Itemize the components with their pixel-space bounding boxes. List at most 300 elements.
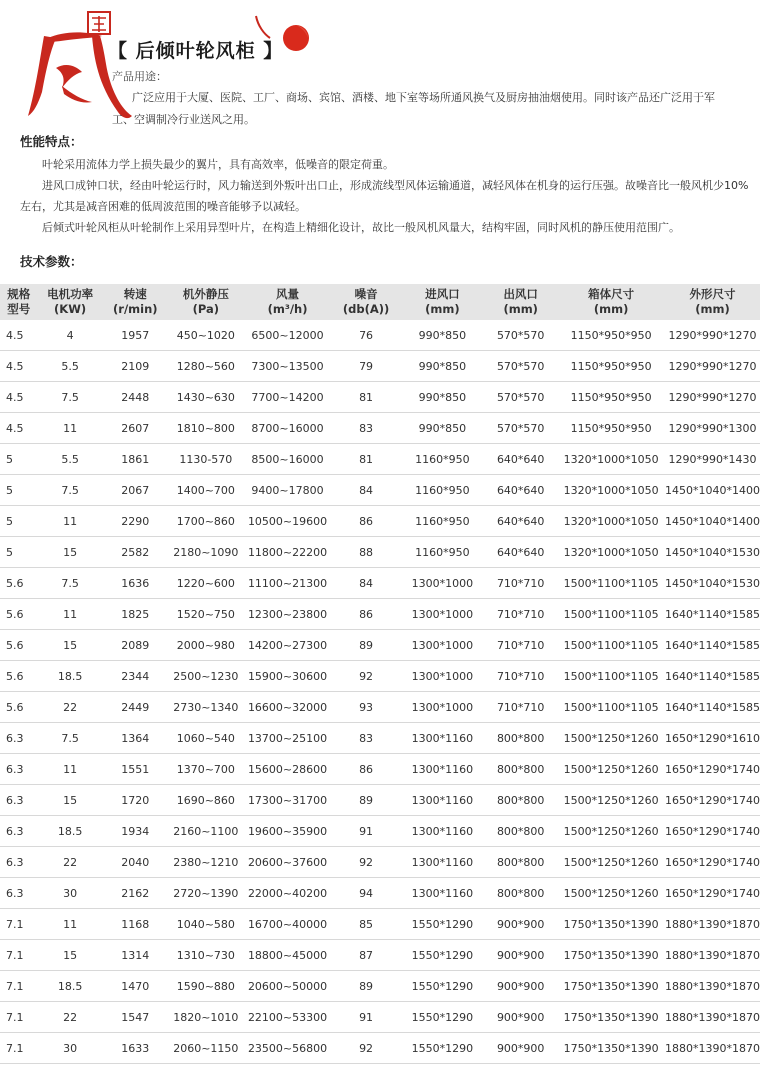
table-cell: 1500*1250*1260 — [557, 847, 665, 878]
table-cell: 1300*1000 — [401, 599, 484, 630]
table-cell: 1160*950 — [401, 537, 484, 568]
table-cell: 9400~17800 — [244, 475, 332, 506]
table-cell: 1934 — [103, 816, 168, 847]
table-row — [0, 568, 760, 599]
table-cell: 76 — [331, 320, 400, 351]
table-cell: 1290*990*1270 — [665, 320, 760, 351]
table-cell: 1130-570 — [168, 444, 244, 475]
table-cell: 15600~28600 — [244, 754, 332, 785]
table-row — [0, 1033, 760, 1064]
table-row — [0, 692, 760, 723]
column-header-line: 噪音 — [354, 287, 378, 301]
table-cell: 87 — [331, 940, 400, 971]
table-cell: 1300*1160 — [401, 878, 484, 909]
table-cell: 900*900 — [484, 940, 557, 971]
table-cell: 800*800 — [484, 785, 557, 816]
table-cell: 900*900 — [484, 1002, 557, 1033]
table-cell: 570*570 — [484, 413, 557, 444]
table-row — [0, 599, 760, 630]
table-cell: 1551 — [103, 754, 168, 785]
table-row — [0, 630, 760, 661]
table-row — [0, 506, 760, 537]
table-cell: 1370~700 — [168, 754, 244, 785]
table-cell: 30 — [38, 878, 103, 909]
table-cell: 1300*1160 — [401, 723, 484, 754]
table-cell: 15 — [38, 785, 103, 816]
table-cell: 16600~32000 — [244, 692, 332, 723]
table-cell: 1640*1140*1585 — [665, 661, 760, 692]
table-cell: 900*900 — [484, 971, 557, 1002]
table-cell: 1300*1160 — [401, 785, 484, 816]
table-cell: 2720~1390 — [168, 878, 244, 909]
table-row — [0, 847, 760, 878]
table-cell: 22 — [38, 1002, 103, 1033]
table-cell: 570*570 — [484, 351, 557, 382]
table-cell: 1650*1290*1740 — [665, 847, 760, 878]
column-header — [0, 284, 38, 320]
table-cell: 450~1020 — [168, 320, 244, 351]
table-cell: 1550*1290 — [401, 940, 484, 971]
column-header-line: 出风口 — [503, 287, 538, 301]
column-header-line: (mm) — [695, 302, 730, 316]
table-row — [0, 1002, 760, 1033]
table-cell: 2067 — [103, 475, 168, 506]
table-cell: 1168 — [103, 909, 168, 940]
table-cell: 4.5 — [0, 351, 38, 382]
table-cell: 1400~700 — [168, 475, 244, 506]
table-cell: 1300*1160 — [401, 816, 484, 847]
table-row — [0, 723, 760, 754]
table-cell: 30 — [38, 1033, 103, 1064]
table-cell: 6.3 — [0, 847, 38, 878]
table-cell: 92 — [331, 1033, 400, 1064]
table-cell: 1430~630 — [168, 382, 244, 413]
table-cell: 900*900 — [484, 1033, 557, 1064]
table-header-row — [0, 284, 760, 320]
table-cell: 16700~40000 — [244, 909, 332, 940]
column-header-line: 转速 — [123, 287, 147, 301]
table-cell: 22000~40200 — [244, 878, 332, 909]
table-cell: 710*710 — [484, 630, 557, 661]
table-cell: 15 — [38, 940, 103, 971]
table-cell: 2607 — [103, 413, 168, 444]
table-cell: 1450*1040*1400 — [665, 506, 760, 537]
table-cell: 20600~37600 — [244, 847, 332, 878]
table-cell: 1300*1000 — [401, 661, 484, 692]
table-cell: 1750*1350*1390 — [557, 1033, 665, 1064]
table-cell: 91 — [331, 1002, 400, 1033]
table-cell: 1314 — [103, 940, 168, 971]
table-cell: 85 — [331, 909, 400, 940]
table-cell: 990*850 — [401, 320, 484, 351]
table-cell: 7.5 — [38, 475, 103, 506]
table-cell: 1550*1290 — [401, 909, 484, 940]
usage-text: 广泛应用于大厦、医院、工厂、商场、宾馆、酒楼、地下室等场所通风换气及厨房抽油烟使用。同时该产品还广泛用于军工、空调制冷行业送风之用。 — [112, 91, 715, 126]
table-cell: 11100~21300 — [244, 568, 332, 599]
table-cell: 1160*950 — [401, 444, 484, 475]
table-cell: 83 — [331, 723, 400, 754]
table-cell: 1150*950*950 — [557, 320, 665, 351]
column-header-line: (mm) — [503, 302, 538, 316]
table-cell: 94 — [331, 878, 400, 909]
column-header-line: 进风口 — [425, 287, 460, 301]
table-cell: 640*640 — [484, 475, 557, 506]
table-cell: 1861 — [103, 444, 168, 475]
table-cell: 79 — [331, 351, 400, 382]
table-cell: 1160*950 — [401, 475, 484, 506]
table-cell: 11 — [38, 909, 103, 940]
table-cell: 1500*1100*1105 — [557, 630, 665, 661]
table-cell: 1500*1100*1105 — [557, 599, 665, 630]
table-cell: 1720 — [103, 785, 168, 816]
page-header — [0, 0, 760, 130]
table-cell: 1650*1290*1740 — [665, 754, 760, 785]
table-cell: 7.1 — [0, 1002, 38, 1033]
table-cell: 2000~980 — [168, 630, 244, 661]
table-cell: 22 — [38, 692, 103, 723]
table-cell: 1150*950*950 — [557, 413, 665, 444]
table-row — [0, 382, 760, 413]
table-cell: 1825 — [103, 599, 168, 630]
table-cell: 7.5 — [38, 382, 103, 413]
table-cell: 10500~19600 — [244, 506, 332, 537]
spec-table — [0, 284, 760, 1064]
table-cell: 1300*1160 — [401, 754, 484, 785]
table-cell: 5 — [0, 444, 38, 475]
table-cell: 1310~730 — [168, 940, 244, 971]
table-cell: 1500*1250*1260 — [557, 723, 665, 754]
table-cell: 89 — [331, 785, 400, 816]
page-title: 【 后倾叶轮风柜 】 — [108, 40, 284, 62]
table-cell: 1290*990*1430 — [665, 444, 760, 475]
table-cell: 5.6 — [0, 661, 38, 692]
table-cell: 89 — [331, 971, 400, 1002]
table-cell: 81 — [331, 382, 400, 413]
table-cell: 640*640 — [484, 537, 557, 568]
table-cell: 1060~540 — [168, 723, 244, 754]
table-cell: 1650*1290*1740 — [665, 816, 760, 847]
table-cell: 1880*1390*1870 — [665, 940, 760, 971]
table-cell: 1633 — [103, 1033, 168, 1064]
table-cell: 1547 — [103, 1002, 168, 1033]
table-cell: 1750*1350*1390 — [557, 1002, 665, 1033]
table-row — [0, 971, 760, 1002]
column-header-line: (db(A)) — [342, 302, 390, 316]
table-cell: 640*640 — [484, 506, 557, 537]
table-cell: 11 — [38, 599, 103, 630]
table-cell: 1500*1100*1105 — [557, 692, 665, 723]
table-cell: 23500~56800 — [244, 1033, 332, 1064]
table-cell: 1320*1000*1050 — [557, 506, 665, 537]
table-row — [0, 413, 760, 444]
table-cell: 18.5 — [38, 816, 103, 847]
table-cell: 6.3 — [0, 754, 38, 785]
table-cell: 1320*1000*1050 — [557, 475, 665, 506]
table-cell: 1636 — [103, 568, 168, 599]
table-cell: 8500~16000 — [244, 444, 332, 475]
table-cell: 1880*1390*1870 — [665, 1002, 760, 1033]
table-cell: 5 — [0, 537, 38, 568]
table-cell: 1290*990*1270 — [665, 351, 760, 382]
table-cell: 2500~1230 — [168, 661, 244, 692]
table-cell: 5.6 — [0, 630, 38, 661]
table-cell: 86 — [331, 599, 400, 630]
table-cell: 86 — [331, 506, 400, 537]
table-row — [0, 940, 760, 971]
table-cell: 4.5 — [0, 320, 38, 351]
table-cell: 5.5 — [38, 444, 103, 475]
table-cell: 4.5 — [0, 382, 38, 413]
table-cell: 710*710 — [484, 599, 557, 630]
table-cell: 1220~600 — [168, 568, 244, 599]
table-cell: 800*800 — [484, 723, 557, 754]
table-cell: 2448 — [103, 382, 168, 413]
table-cell: 7.5 — [38, 568, 103, 599]
table-cell: 13700~25100 — [244, 723, 332, 754]
column-header-line: 电机功率 — [47, 287, 94, 301]
table-cell: 7700~14200 — [244, 382, 332, 413]
table-cell: 1150*950*950 — [557, 351, 665, 382]
column-header — [484, 284, 557, 320]
table-cell: 1320*1000*1050 — [557, 537, 665, 568]
table-cell: 800*800 — [484, 754, 557, 785]
column-header — [244, 284, 332, 320]
table-cell: 1880*1390*1870 — [665, 909, 760, 940]
table-cell: 1550*1290 — [401, 1002, 484, 1033]
table-body — [0, 320, 760, 1064]
table-cell: 1450*1040*1530 — [665, 568, 760, 599]
table-cell: 22 — [38, 847, 103, 878]
column-header-line: (Pa) — [192, 302, 220, 316]
table-cell: 18800~45000 — [244, 940, 332, 971]
column-header — [665, 284, 760, 320]
table-cell: 1550*1290 — [401, 1033, 484, 1064]
table-row — [0, 320, 760, 351]
table-cell: 1550*1290 — [401, 971, 484, 1002]
table-cell: 1450*1040*1530 — [665, 537, 760, 568]
table-cell: 1300*1000 — [401, 630, 484, 661]
features-heading: 性能特点： — [20, 134, 83, 149]
table-cell: 4 — [38, 320, 103, 351]
table-cell: 2089 — [103, 630, 168, 661]
table-cell: 2109 — [103, 351, 168, 382]
table-cell: 1450*1040*1400 — [665, 475, 760, 506]
column-header-line: 型号 — [7, 302, 31, 316]
table-row — [0, 351, 760, 382]
table-cell: 1500*1250*1260 — [557, 754, 665, 785]
table-cell: 83 — [331, 413, 400, 444]
table-cell: 1750*1350*1390 — [557, 940, 665, 971]
table-cell: 11 — [38, 506, 103, 537]
table-cell: 6.3 — [0, 723, 38, 754]
table-cell: 1700~860 — [168, 506, 244, 537]
column-header-line: 箱体尺寸 — [588, 287, 635, 301]
table-cell: 1290*990*1300 — [665, 413, 760, 444]
table-cell: 710*710 — [484, 661, 557, 692]
column-header-line: (r/min) — [113, 302, 158, 316]
column-header-line: (mm) — [425, 302, 460, 316]
table-cell: 6500~12000 — [244, 320, 332, 351]
table-cell: 800*800 — [484, 847, 557, 878]
table-cell: 1364 — [103, 723, 168, 754]
table-cell: 2160~1100 — [168, 816, 244, 847]
column-header-line: (KW) — [54, 302, 87, 316]
table-cell: 93 — [331, 692, 400, 723]
table-row — [0, 444, 760, 475]
table-row — [0, 816, 760, 847]
table-cell: 710*710 — [484, 692, 557, 723]
table-cell: 990*850 — [401, 413, 484, 444]
table-cell: 7.1 — [0, 971, 38, 1002]
table-cell: 1880*1390*1870 — [665, 971, 760, 1002]
table-cell: 7.1 — [0, 909, 38, 940]
table-cell: 1957 — [103, 320, 168, 351]
table-cell: 1650*1290*1740 — [665, 878, 760, 909]
table-cell: 1500*1250*1260 — [557, 878, 665, 909]
features-section — [20, 154, 755, 238]
table-cell: 1160*950 — [401, 506, 484, 537]
table-cell: 1590~880 — [168, 971, 244, 1002]
table-cell: 92 — [331, 847, 400, 878]
table-cell: 1300*1000 — [401, 568, 484, 599]
table-cell: 22100~53300 — [244, 1002, 332, 1033]
column-header-line: (mm) — [593, 302, 629, 316]
table-cell: 7.1 — [0, 940, 38, 971]
table-cell: 14200~27300 — [244, 630, 332, 661]
feature-paragraph: 后倾式叶轮风柜从叶轮制作上采用异型叶片，在构造上精细化设计，故比一般风机风量大，结构牢固，同时风机的静压使用范围广。 — [42, 221, 680, 234]
table-cell: 1640*1140*1585 — [665, 599, 760, 630]
table-cell: 18.5 — [38, 661, 103, 692]
table-cell: 5 — [0, 475, 38, 506]
table-cell: 15 — [38, 630, 103, 661]
table-cell: 900*900 — [484, 909, 557, 940]
table-cell: 5.6 — [0, 568, 38, 599]
table-cell: 5.6 — [0, 599, 38, 630]
table-cell: 570*570 — [484, 382, 557, 413]
table-cell: 1500*1250*1260 — [557, 816, 665, 847]
table-cell: 2730~1340 — [168, 692, 244, 723]
table-row — [0, 537, 760, 568]
column-header-line: (m³/h) — [267, 302, 308, 316]
table-cell: 4.5 — [0, 413, 38, 444]
table-cell: 1300*1160 — [401, 847, 484, 878]
table-cell: 89 — [331, 630, 400, 661]
table-cell: 86 — [331, 754, 400, 785]
table-cell: 2380~1210 — [168, 847, 244, 878]
table-cell: 84 — [331, 568, 400, 599]
table-cell: 91 — [331, 816, 400, 847]
table-row — [0, 878, 760, 909]
table-row — [0, 475, 760, 506]
table-cell: 2180~1090 — [168, 537, 244, 568]
column-header — [557, 284, 665, 320]
table-cell: 15 — [38, 537, 103, 568]
table-cell: 17300~31700 — [244, 785, 332, 816]
table-cell: 990*850 — [401, 382, 484, 413]
column-header — [331, 284, 400, 320]
table-cell: 7.1 — [0, 1033, 38, 1064]
table-cell: 7.5 — [38, 723, 103, 754]
table-cell: 11 — [38, 754, 103, 785]
table-cell: 11800~22200 — [244, 537, 332, 568]
table-cell: 800*800 — [484, 816, 557, 847]
feature-paragraph: 叶轮采用流体力学上损失最少的翼片，具有高效率，低噪音的限定荷重。 — [42, 158, 394, 171]
column-header — [401, 284, 484, 320]
table-cell: 1880*1390*1870 — [665, 1033, 760, 1064]
specs-heading: 技术参数： — [20, 254, 83, 269]
table-cell: 92 — [331, 661, 400, 692]
table-cell: 2449 — [103, 692, 168, 723]
table-cell: 7300~13500 — [244, 351, 332, 382]
table-cell: 800*800 — [484, 878, 557, 909]
table-cell: 2040 — [103, 847, 168, 878]
feature-paragraph: 进风口成钟口状，经由叶轮运行时，风力输送到外叛叶出口止，形成流线型风体运输通道，减轻风体在机身的运行压强。故噪音比一般风机少10%左右，尤其是减音困难的低周波范围的噪音能够予以减轻。 — [20, 179, 749, 213]
column-header — [168, 284, 244, 320]
table-cell: 2344 — [103, 661, 168, 692]
table-cell: 1470 — [103, 971, 168, 1002]
table-cell: 12300~23800 — [244, 599, 332, 630]
table-cell: 640*640 — [484, 444, 557, 475]
column-header-line: 机外静压 — [182, 287, 229, 301]
usage-label: 产品用途： — [112, 70, 167, 83]
table-row — [0, 909, 760, 940]
column-header-line: 外形尺寸 — [689, 287, 736, 301]
table-cell: 1150*950*950 — [557, 382, 665, 413]
table-cell: 20600~50000 — [244, 971, 332, 1002]
table-cell: 1640*1140*1585 — [665, 692, 760, 723]
table-cell: 1750*1350*1390 — [557, 971, 665, 1002]
table-cell: 5.5 — [38, 351, 103, 382]
table-cell: 88 — [331, 537, 400, 568]
column-header — [38, 284, 103, 320]
table-cell: 18.5 — [38, 971, 103, 1002]
column-header-line: 风量 — [276, 287, 300, 301]
table-cell: 570*570 — [484, 320, 557, 351]
table-cell: 6.3 — [0, 878, 38, 909]
table-cell: 1750*1350*1390 — [557, 909, 665, 940]
column-header — [103, 284, 168, 320]
table-cell: 2290 — [103, 506, 168, 537]
table-cell: 1040~580 — [168, 909, 244, 940]
table-cell: 1280~560 — [168, 351, 244, 382]
table-cell: 1690~860 — [168, 785, 244, 816]
table-cell: 5 — [0, 506, 38, 537]
table-cell: 15900~30600 — [244, 661, 332, 692]
table-cell: 8700~16000 — [244, 413, 332, 444]
table-cell: 1300*1000 — [401, 692, 484, 723]
table-row — [0, 661, 760, 692]
table-row — [0, 754, 760, 785]
table-cell: 2060~1150 — [168, 1033, 244, 1064]
column-header-line: 规格 — [7, 287, 31, 301]
table-cell: 81 — [331, 444, 400, 475]
table-cell: 6.3 — [0, 816, 38, 847]
table-cell: 1500*1100*1105 — [557, 568, 665, 599]
table-cell: 1500*1250*1260 — [557, 785, 665, 816]
table-cell: 6.3 — [0, 785, 38, 816]
table-cell: 1640*1140*1585 — [665, 630, 760, 661]
table-cell: 1520~750 — [168, 599, 244, 630]
table-cell: 990*850 — [401, 351, 484, 382]
table-cell: 2162 — [103, 878, 168, 909]
table-cell: 2582 — [103, 537, 168, 568]
table-cell: 1820~1010 — [168, 1002, 244, 1033]
table-cell: 1320*1000*1050 — [557, 444, 665, 475]
table-cell: 1500*1100*1105 — [557, 661, 665, 692]
table-cell: 710*710 — [484, 568, 557, 599]
table-cell: 1650*1290*1740 — [665, 785, 760, 816]
table-row — [0, 785, 760, 816]
